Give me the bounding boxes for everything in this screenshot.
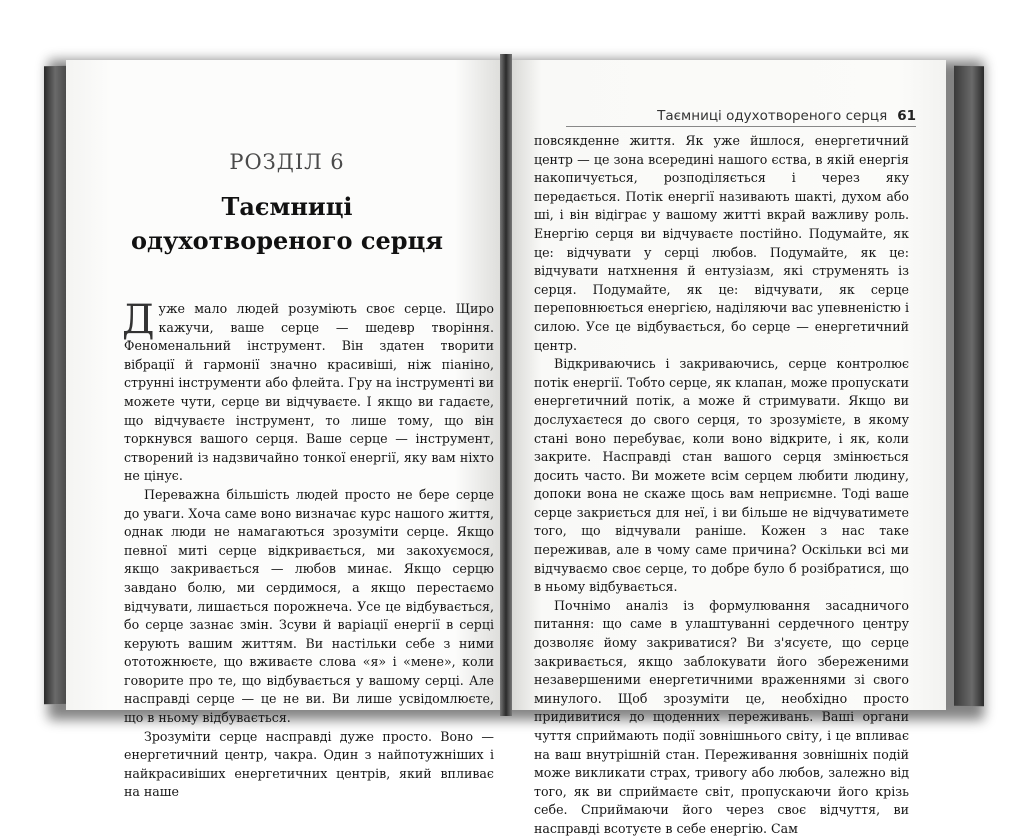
chapter-title-line-1: Таємниці bbox=[221, 192, 353, 221]
right-page bbox=[506, 60, 946, 836]
paragraph-text: уже мало людей розуміють своє серце. Щиро кажучи, ваше серце — шедевр творіння. Феноменальний інструмент. Він здатен творити вібрації й гармонії значно красивіші, ніж піаніно, струнні інструменти або флейта. Гру на інструменті ви можете чути, серце ви відчуваєте. І якщо ви гадаєте, що відчуваєте інструмент, то лише тому, що він торкнувся вашого серця. Ваше серце — інструмент, створений із надзвичайно тонкої енергії, яку вам ніхто не цінує. bbox=[124, 301, 494, 484]
right-body-text bbox=[534, 132, 909, 839]
running-head-title: Таємниці одухотвореного серця bbox=[657, 108, 888, 124]
left-page bbox=[66, 60, 508, 800]
paragraph: Відкриваючись і закриваючись, серце контролює потік енергії. Тобто серце, як клапан, може пропускати енергетичний потік, а може й стримувати. Якщо ви дослухаєтеся до свого серця, то зрозумієте, в якому стані воно перебуває, коли воно відкрите, і як, коли закрите. Насправді стан вашого серця змінюється досить часто. Ви можете всім серцем любити людину, допоки вона не скаже щось вам неприємне. Тоді ваше серце закриється для неї, і ви більше не відчуватимете того, що відчували раніше. Кожен з нас таке переживав, але в чому саме причина? Оскільки всі ми відчуваємо своє серце, то добре було б розібратися, що в ньому відбувається. bbox=[534, 356, 909, 595]
page-number: 61 bbox=[897, 108, 916, 124]
paragraph: Почнімо аналіз із формулювання засадничого питання: що саме в улаштуванні сердечного центру дозволяє йому закриватися? Ви з'ясуєте, що серце закривається, якщо заблокувати його збереженими незавершеними енергетичними враженнями зі свого минулого. Щоб зрозуміти це, необхідно просто придивитися до щоденних переживань. Ваші органи чуття сприймають події зовнішнього світу, і це впливає на ваш внутрішній стан. Переживання зовнішніх подій може викликати страх, тривогу або любов, залежно від того, як ви сприймаєте світ, пропускаючи його крізь себе. Сприймаючи його через своє відчуття, ви насправді всотуєте в себе енергію. Сам bbox=[534, 597, 909, 836]
open-book bbox=[40, 40, 984, 836]
paragraph bbox=[122, 297, 494, 486]
chapter-title bbox=[66, 190, 508, 258]
paragraph: повсякденне життя. Як уже йшлося, енергетичний центр — це зона всередині нашого єства, в якій енергія накопичується, розподіляється і через яку передається. Потік енергії називають шакті, духом або ші, і він відіграє у вашому житті вкрай важливу роль. Енергію серця ви відчуваєте постійно. Подумайте, як це: відчувати у серці любов. Подумайте, як це: відчувати натхнення й ентузіазм, які струменять із серця. Подумайте, як це: відчувати, як серце переповнюється енергією, наділяючи вас упевненістю і силою. Усе це відбувається, бо серце — енергетичний центр. bbox=[534, 133, 909, 353]
drop-cap: Д bbox=[122, 297, 155, 343]
book-spine-gutter bbox=[500, 54, 512, 716]
chapter-label: РОЗДІЛ 6 bbox=[229, 150, 345, 174]
paragraph: Зрозуміти серце насправді дуже просто. Воно — енергетичний центр, чакра. Один з найпотужніших і найкрасивіших енергетичних центрів, який впливає на наше bbox=[124, 728, 494, 800]
chapter-title-line-2: одухотвореного серця bbox=[130, 226, 444, 255]
right-page-edges bbox=[954, 66, 984, 707]
paragraph: Переважна більшість людей просто не бере серце до уваги. Хоча саме воно визначає курс нашого життя, однак люди не намагаються зрозуміти серце. Якщо певної миті серце відкривається, ми закохуємося, якщо закривається — любов минає. Якщо серцю завдано болю, ми сердимося, а якщо перестаємо відчувати, лишається порожнеча. Усе це відбувається, бо серце зазнає змін. Зсуви й варіації енергії в серці керують вашим життям. Ви настільки себе з ними ототожнюєте, що вживаєте слова «я» і «мене», коли говорите про те, що відбувається у вашому серці. Але насправді серце — це не ви. Ви лише усвідомлюєте, що в ньому відбувається. bbox=[124, 486, 494, 726]
running-head bbox=[566, 108, 916, 127]
left-body-text bbox=[122, 297, 494, 802]
